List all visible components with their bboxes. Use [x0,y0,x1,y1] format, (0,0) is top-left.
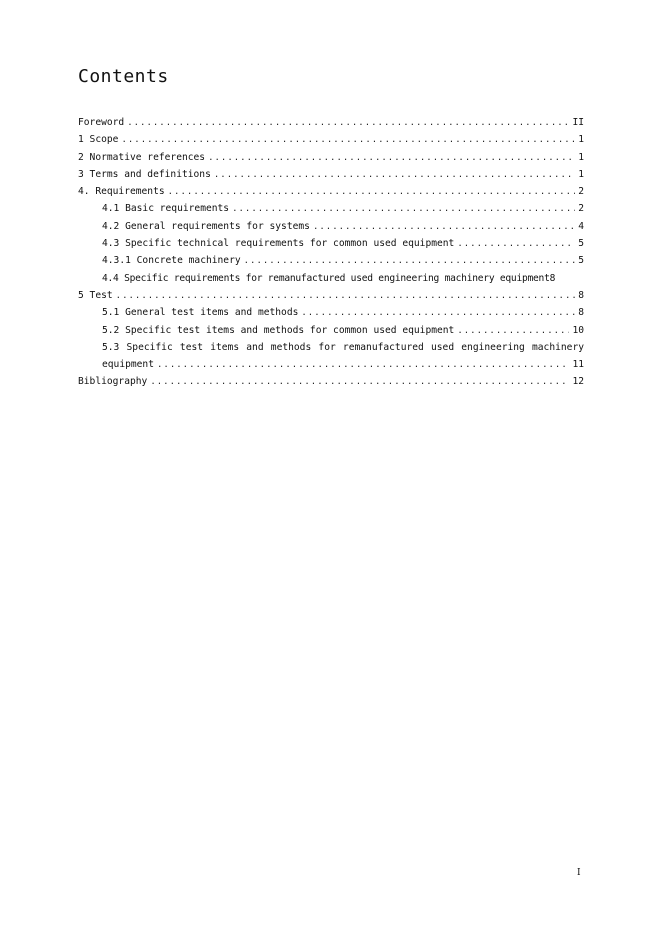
toc-entry-specific-technical-requirements[interactable] [78,235,584,252]
toc-entry-basic-requirements[interactable] [78,200,584,217]
toc-entry-page: 1 [578,151,584,163]
toc-entry-label: 5 Test [78,289,113,301]
toc-title: Contents [78,66,169,87]
toc-entry-label: 3 Terms and definitions [78,168,211,180]
toc-entry-foreword[interactable] [78,114,584,131]
toc-entry-label: Foreword [78,117,125,128]
toc-entry-label: 4.4 Specific requirements for remanufactured used engineering machinery equipment [102,272,550,284]
toc-entry-label: Bibliography [78,376,148,388]
toc-entry-label: 5.1 General test items and methods [102,307,299,319]
toc-entry-requirements[interactable] [78,183,584,200]
toc-entry-label: 2 Normative references [78,151,206,163]
dot-leader [127,115,569,132]
toc-entry-normative-references[interactable] [78,149,584,166]
dot-leader [457,236,575,253]
toc-entry-page: II [572,117,584,128]
dot-leader [168,184,576,201]
toc-entry-label: 1 Scope [78,134,119,146]
dot-leader [313,219,575,236]
dot-leader [457,323,569,340]
toc-entry-page: 4 [578,220,584,232]
toc-entry-specific-test-items-remanufactured[interactable] [78,339,584,374]
toc-entry-bibliography[interactable] [78,373,584,390]
table-of-contents [78,114,584,391]
page-number: I [577,868,581,878]
toc-entry-label: 4. Requirements [78,186,165,198]
toc-entry-page: 5 [578,238,584,250]
toc-entry-page: 5 [578,255,584,267]
toc-entry-terms-and-definitions[interactable] [78,166,584,183]
toc-entry-page: 2 [578,203,584,215]
toc-entry-label: equipment [102,359,154,371]
toc-entry-page: 1 [578,168,584,180]
dot-leader [301,305,575,322]
toc-entry-label: 4.3.1 Concrete machinery [102,255,241,267]
dot-leader [208,150,575,167]
toc-entry-label: 4.3 Specific technical requirements for common used equipment [102,238,455,250]
toc-entry-label: 5.3 Specific test items and methods for remanufactured used engineering machinery [102,341,584,353]
dot-leader [244,253,576,270]
toc-entry-label: 5.2 Specific test items and methods for common used equipment [102,324,455,336]
toc-entry-page: 10 [572,324,584,336]
toc-entry-general-requirements-systems[interactable] [78,218,584,235]
toc-entry-label: 4.2 General requirements for systems [102,220,310,232]
toc-entry-general-test-items[interactable] [78,304,584,321]
toc-entry-remanufactured-requirements[interactable] [78,270,584,287]
toc-entry-page: 1 [578,134,584,146]
dot-leader [116,288,576,305]
dot-leader [214,167,575,184]
toc-entry-concrete-machinery[interactable] [78,252,584,269]
toc-entry-page: 8 [578,307,584,319]
toc-entry-page: 8 [549,272,556,284]
dot-leader [232,201,575,218]
toc-entry-page: 12 [572,376,584,388]
toc-entry-page: 2 [578,186,584,198]
toc-entry-page: 11 [572,359,584,371]
dot-leader [157,357,569,374]
toc-entry-test[interactable] [78,287,584,304]
toc-entry-page: 8 [578,289,584,301]
dot-leader [121,132,575,149]
dot-leader [150,374,569,391]
toc-entry-scope[interactable] [78,131,584,148]
toc-entry-label: 4.1 Basic requirements [102,203,230,215]
toc-entry-continuation [102,356,584,373]
toc-entry-specific-test-items-common[interactable] [78,322,584,339]
